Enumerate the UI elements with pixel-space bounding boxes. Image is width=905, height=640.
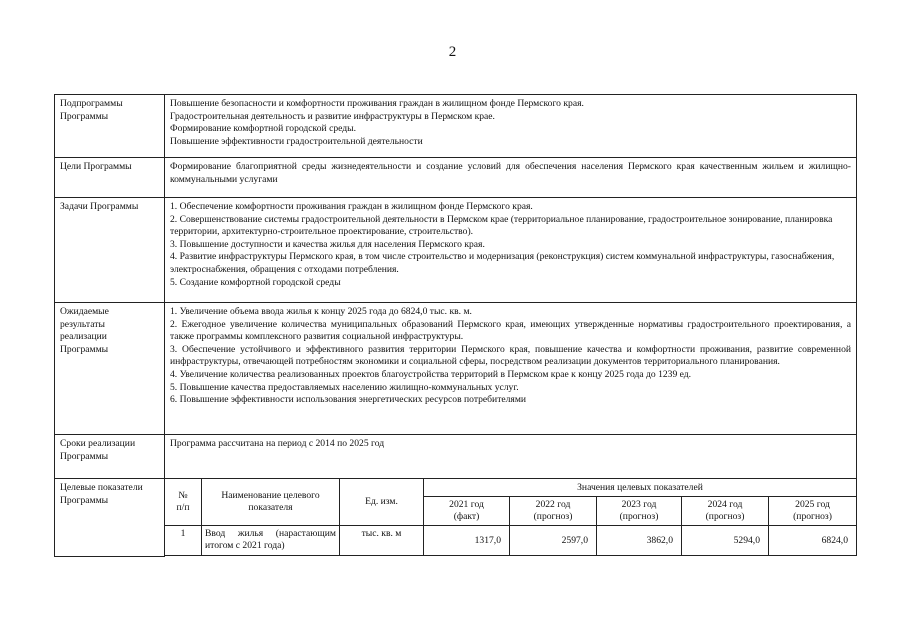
label-line: Подпрограммы: [60, 98, 123, 109]
year-note: (прогноз): [619, 511, 659, 522]
content-line: 5. Создание комфортной городской среды: [170, 276, 341, 288]
label-line: Цели Программы: [60, 161, 132, 172]
goals-label: [55, 158, 165, 198]
timeline-label: [55, 435, 165, 479]
header-year: [424, 497, 510, 526]
indicators-header-row: [165, 479, 857, 497]
content-line: 3. Обеспечение устойчивого и эффективного развития территории Пермского края, повышение качества и комфортности проживания, развитие современной инфраструктуры, отвечающей потребностям экономики и социальной сферы, посредством реализации документов территориального планирования.: [170, 343, 851, 368]
tasks-label: [55, 198, 165, 303]
year-note: (прогноз): [793, 511, 832, 522]
content-line: 2. Совершенствование системы градостроительной деятельности в Пермском крае (территориальное планирование, градостроительное зонирование, планировка территории, архитектурно-строительное проектирование, строительство).: [170, 213, 833, 238]
header-text: №: [178, 490, 188, 501]
header-year: [682, 497, 769, 526]
results-row: [55, 303, 857, 435]
content-line: 1. Обеспечение комфортности проживания граждан в жилищном фонде Пермского края.: [170, 201, 533, 212]
page-number: 2: [448, 44, 457, 60]
content-line: Программа рассчитана на период с 2014 по 2025 год: [170, 438, 385, 449]
tasks-row: [55, 198, 857, 303]
year-note: (прогноз): [705, 511, 745, 522]
indicators-row: [55, 479, 857, 557]
label-line: Программы: [60, 450, 109, 462]
year-note: (факт): [453, 511, 480, 522]
label-line: Программы: [60, 110, 109, 122]
timeline-row: [55, 435, 857, 479]
subprograms-label: [55, 95, 165, 158]
label-line: Целевые показатели: [60, 482, 143, 493]
year-text: 2021 год: [449, 499, 484, 510]
content-line: 2. Ежегодное увеличение количества муниципальных образований Пермского края, имеющих утвержденные нормативы градостроительного проектирования, а также программы комплексного развития социальной инфраструктуры.: [170, 318, 851, 343]
header-text: показателя: [248, 502, 293, 513]
content-line: Формирование благоприятной среды жизнедеятельности и создание условий для обеспечения населения Пермского края качественным жильем и жилищно-коммунальными услугами: [170, 161, 851, 185]
indicators-cell: [165, 479, 857, 557]
timeline-content: [165, 435, 857, 479]
indicator-value: 6824,0: [769, 526, 857, 556]
label-line: результаты: [60, 318, 105, 330]
goals-row: [55, 158, 857, 198]
indicator-value: 3862,0: [597, 526, 682, 556]
label-line: Программы: [60, 343, 109, 355]
year-note: (прогноз): [533, 511, 573, 522]
year-text: 2024 год: [707, 499, 743, 510]
content-line: 5. Повышение качества предоставляемых населению жилищно-коммунальных услуг.: [170, 381, 519, 393]
label-line: Задачи Программы: [60, 201, 139, 212]
label-line: реализации: [60, 331, 107, 343]
header-year: [510, 497, 597, 526]
label-line: Ожидаемые: [60, 306, 109, 317]
content-line: 6. Повышение эффективности использования энергетических ресурсов потребителями: [170, 394, 527, 406]
indicator-unit: тыс. кв. м: [340, 526, 424, 556]
header-text: п/п: [176, 502, 190, 513]
indicator-data-row: [165, 526, 857, 556]
content-line: 1. Увеличение объема ввода жилья к концу 2025 года до 6824,0 тыс. кв. м.: [170, 306, 472, 317]
subprograms-row: [55, 95, 857, 158]
results-content: [165, 303, 857, 435]
header-name: [202, 479, 340, 526]
header-values: Значения целевых показателей: [424, 479, 857, 497]
content-line: 4. Увеличение количества реализованных проектов благоустройства территорий в Пермском крае к концу 2025 года до 1239 ед.: [170, 368, 692, 380]
header-year: [769, 497, 857, 526]
header-no: [165, 479, 202, 526]
year-text: 2025 год: [795, 499, 830, 510]
indicator-value: 5294,0: [682, 526, 769, 556]
goals-content: [165, 158, 857, 198]
passport-table: [54, 94, 857, 557]
year-text: 2023 год: [621, 499, 657, 510]
indicators-table: [164, 478, 857, 556]
indicator-no: 1: [165, 526, 202, 556]
content-line: Градостроительная деятельность и развитие инфраструктуры в Пермском крае.: [170, 110, 495, 122]
subprograms-content: [165, 95, 857, 158]
results-label: [55, 303, 165, 435]
indicator-name: Ввод жилья (нарастающим итогом с 2021 года): [202, 526, 340, 556]
year-text: 2022 год: [535, 499, 571, 510]
label-line: Сроки реализации: [60, 438, 136, 449]
indicators-label: [55, 479, 165, 557]
content-line: 3. Повышение доступности и качества жилья для населения Пермского края.: [170, 238, 485, 250]
tasks-content: [165, 198, 857, 303]
header-year: [597, 497, 682, 526]
indicator-value: 1317,0: [424, 526, 510, 556]
content-line: Повышение безопасности и комфортности проживания граждан в жилищном фонде Пермского края.: [170, 98, 584, 109]
content-line: Формирование комфортной городской среды.: [170, 123, 356, 135]
content-line: Повышение эффективности градостроительной деятельности: [170, 135, 423, 147]
indicator-value: 2597,0: [510, 526, 597, 556]
header-text: Наименование целевого: [221, 490, 320, 501]
content-line: 4. Развитие инфраструктуры Пермского края, в том числе строительство и модернизация (реконструкция) систем коммунальной инфраструктуры, газоснабжения, электроснабжения, обращения с отходами потребления.: [170, 251, 835, 275]
header-unit: Ед. изм.: [340, 479, 424, 526]
label-line: Программы: [60, 494, 109, 506]
